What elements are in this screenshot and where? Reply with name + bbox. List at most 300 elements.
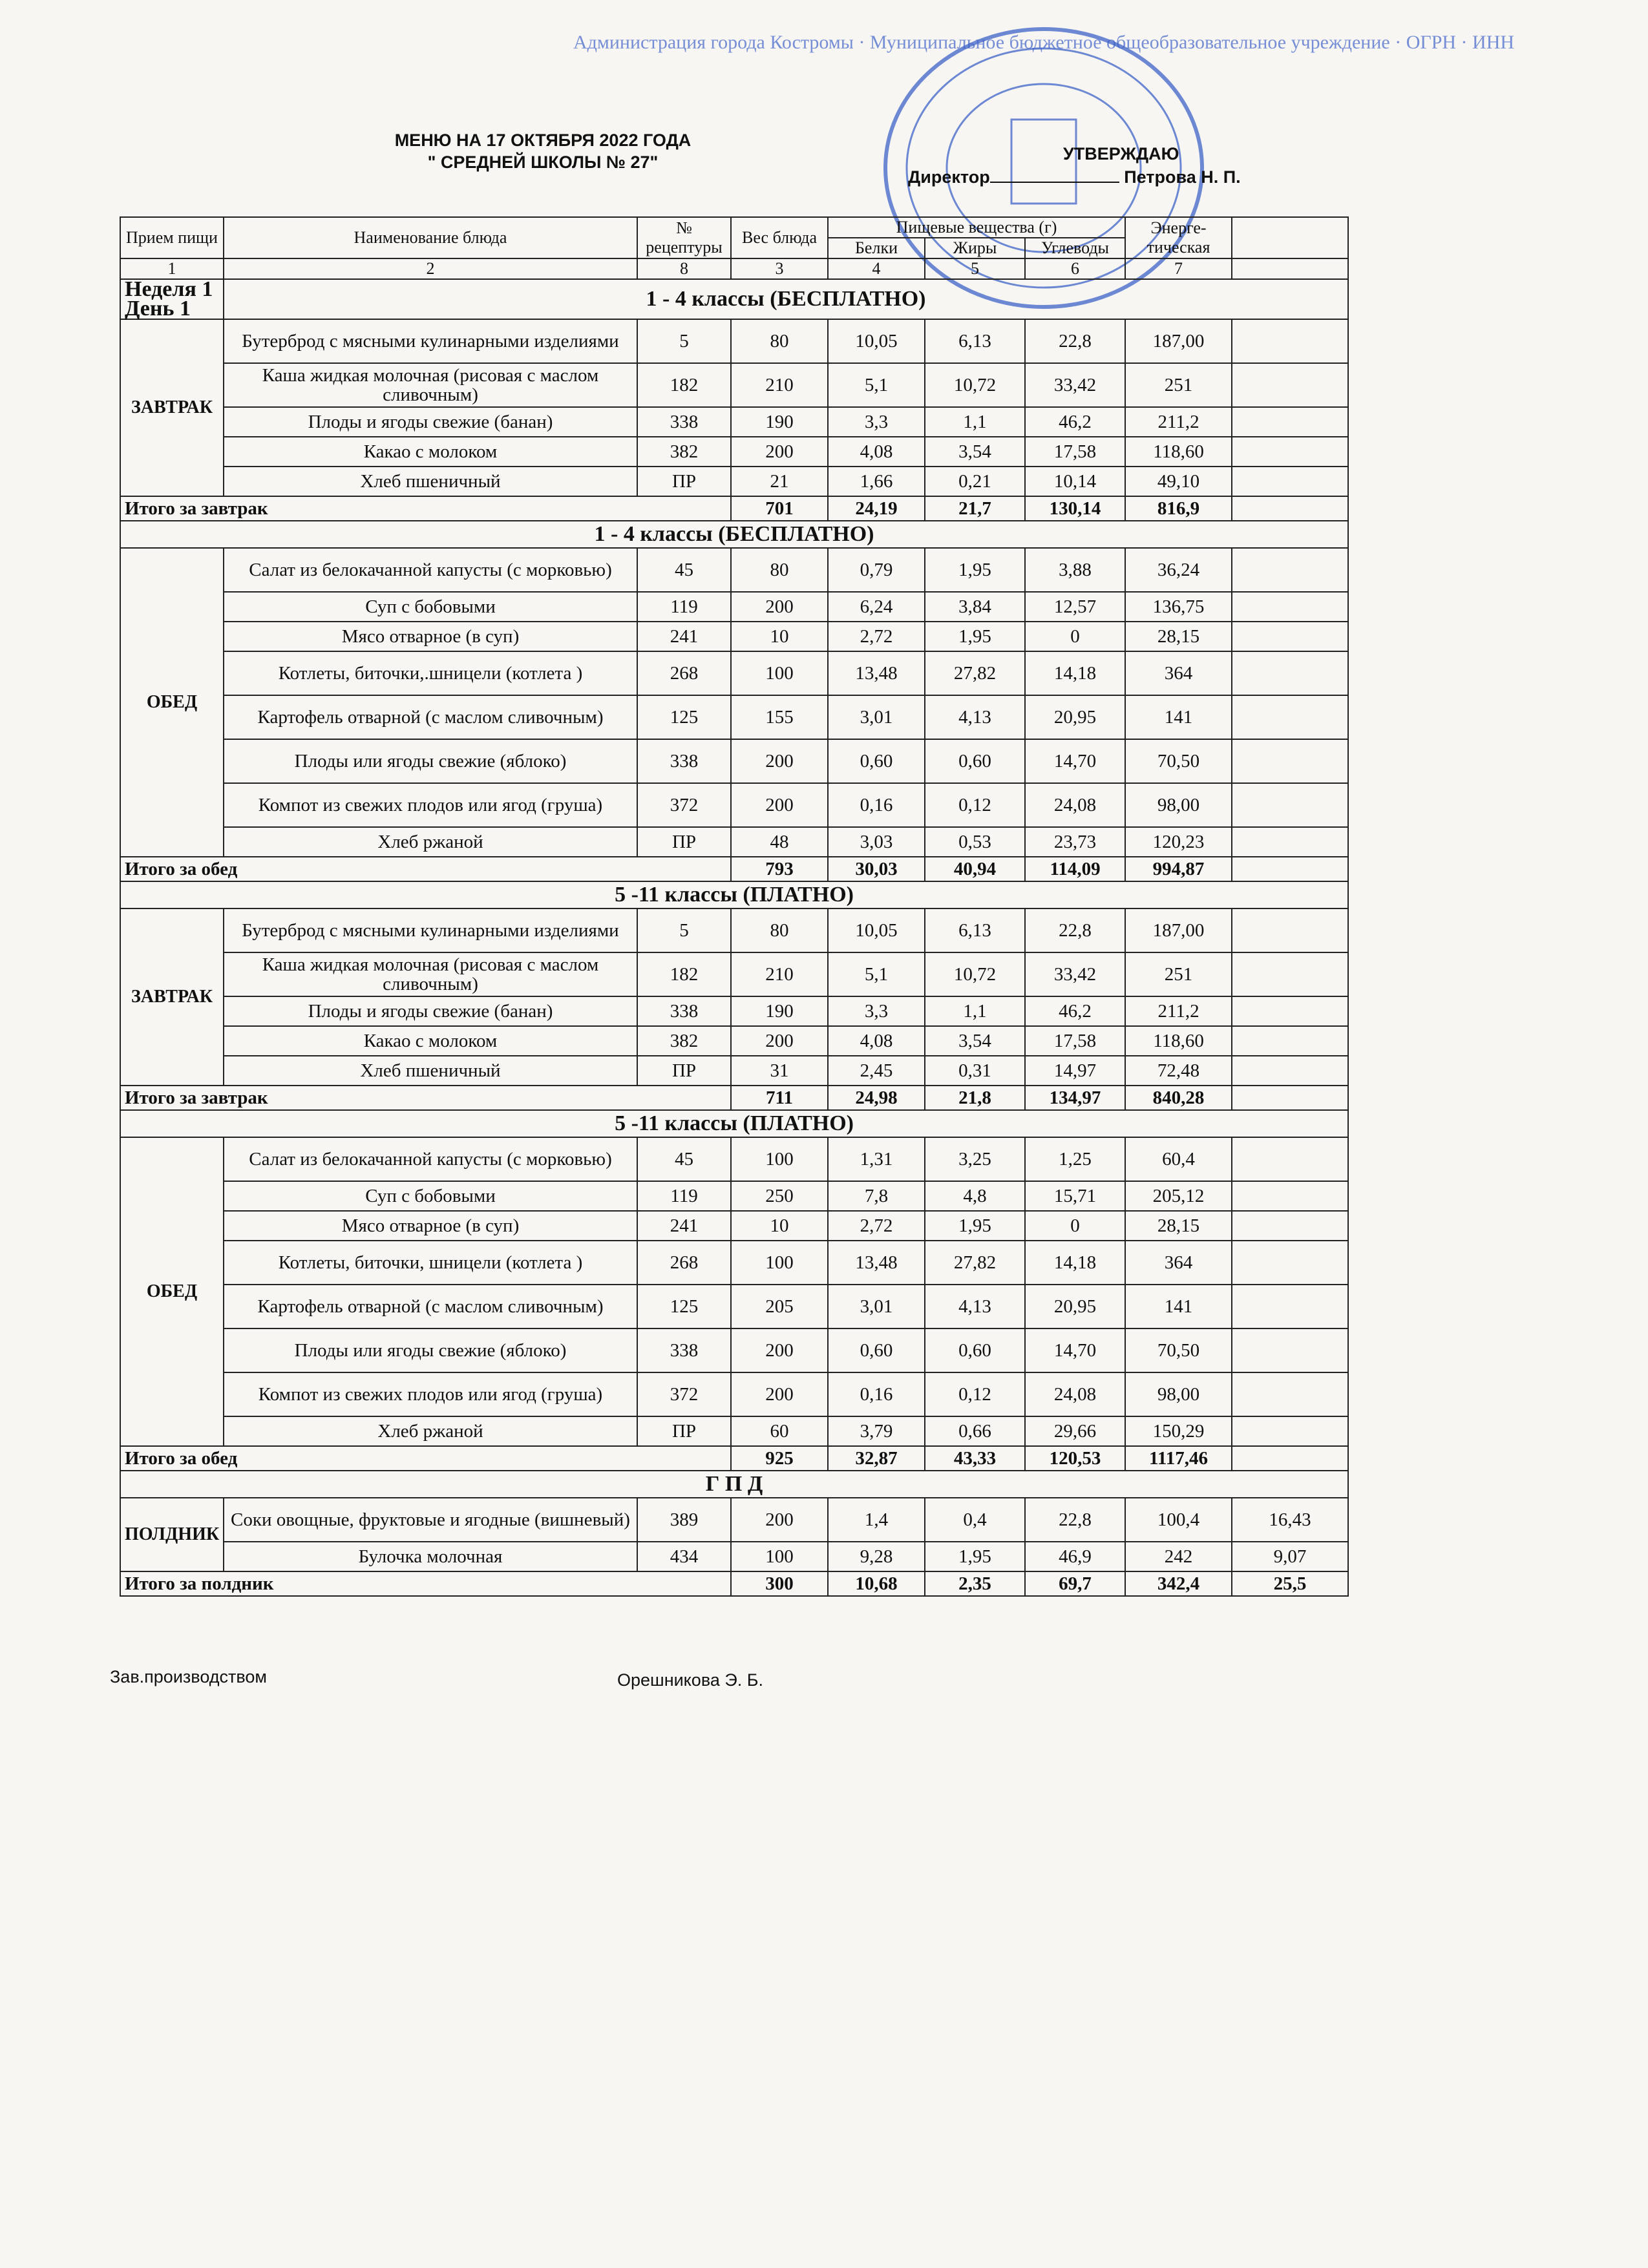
dish-name-cell: Картофель отварной (с маслом сливочным): [224, 1285, 637, 1328]
approve-label: УТВЕРЖДАЮ: [1063, 144, 1179, 163]
dish-name-cell: Котлеты, биточки, шницели (котлета ): [224, 1241, 637, 1285]
total-energy-cell: 994,87: [1125, 857, 1232, 881]
week-day-cell: [120, 279, 224, 319]
proteins-cell: 0,60: [828, 739, 925, 783]
table-row: [120, 1328, 1348, 1372]
title-line-1: МЕНЮ НА 17 ОКТЯБРЯ 2022 ГОДА: [394, 131, 692, 150]
table-row: [120, 908, 1348, 952]
dish-name-cell: Компот из свежих плодов или ягод (груша): [224, 783, 637, 827]
extra-cell: [1232, 1137, 1348, 1181]
stamp-text: Администрация города Костромы · Муниципальное бюджетное общеобразовательное учреждение · ОГРН · ИНН: [573, 32, 1515, 53]
dish-name-cell: Хлеб пшеничный: [224, 1056, 637, 1086]
proteins-cell: 3,03: [828, 827, 925, 857]
table-row: [120, 319, 1348, 363]
week-label: Неделя 1: [125, 277, 213, 301]
weight-cell: 210: [731, 363, 828, 407]
extra-cell: [1232, 651, 1348, 695]
total-row: [120, 1086, 1348, 1110]
table-row: [120, 952, 1348, 996]
proteins-cell: 4,08: [828, 437, 925, 467]
section-header-row: [120, 279, 1348, 319]
proteins-cell: 5,1: [828, 952, 925, 996]
proteins-cell: 2,45: [828, 1056, 925, 1086]
total-weight-cell: 711: [731, 1086, 828, 1110]
dish-name-cell: Салат из белокачанной капусты (с морковью): [224, 548, 637, 592]
footer-position: Зав.производством: [110, 1667, 267, 1686]
header-nutrients: Пищевые вещества (г): [828, 217, 1125, 238]
extra-cell: [1232, 1416, 1348, 1446]
recipe-cell: 338: [637, 996, 731, 1026]
weight-cell: 200: [731, 1372, 828, 1416]
energy-cell: 72,48: [1125, 1056, 1232, 1086]
energy-cell: 118,60: [1125, 1026, 1232, 1056]
meal-cell: ЗАВТРАК: [120, 908, 224, 1086]
header-recipe: № рецептуры: [637, 217, 731, 258]
weight-cell: 190: [731, 407, 828, 437]
header-row: [120, 217, 1348, 238]
header-extra: [1232, 217, 1348, 258]
extra-cell: [1232, 437, 1348, 467]
total-fats-cell: 40,94: [925, 857, 1025, 881]
energy-cell: 242: [1125, 1542, 1232, 1571]
table-row: [120, 1285, 1348, 1328]
extra-cell: [1232, 622, 1348, 651]
table-row: [120, 1372, 1348, 1416]
dish-name-cell: Салат из белокачанной капусты (с морковью): [224, 1137, 637, 1181]
director-line: [908, 165, 1283, 189]
carbs-cell: 22,8: [1025, 1498, 1125, 1542]
energy-cell: 141: [1125, 1285, 1232, 1328]
proteins-cell: 0,60: [828, 1328, 925, 1372]
recipe-cell: 338: [637, 407, 731, 437]
total-proteins-cell: 24,19: [828, 496, 925, 521]
extra-cell: 16,43: [1232, 1498, 1348, 1542]
weight-cell: 190: [731, 996, 828, 1026]
section-title: 1 - 4 классы (БЕСПЛАТНО): [120, 521, 1348, 548]
table-row: [120, 622, 1348, 651]
carbs-cell: 0: [1025, 1211, 1125, 1241]
weight-cell: 155: [731, 695, 828, 739]
weight-cell: 200: [731, 1026, 828, 1056]
proteins-cell: 6,24: [828, 592, 925, 622]
weight-cell: 100: [731, 1241, 828, 1285]
table-row: [120, 1026, 1348, 1056]
total-row: [120, 1571, 1348, 1596]
fats-cell: 3,54: [925, 437, 1025, 467]
proteins-cell: 1,31: [828, 1137, 925, 1181]
total-carbs-cell: 120,53: [1025, 1446, 1125, 1471]
proteins-cell: 13,48: [828, 1241, 925, 1285]
dish-name-cell: Мясо отварное (в суп): [224, 1211, 637, 1241]
column-number: 2: [224, 258, 637, 279]
table-row: [120, 363, 1348, 407]
fats-cell: 0,21: [925, 467, 1025, 496]
recipe-cell: 5: [637, 908, 731, 952]
energy-cell: 187,00: [1125, 908, 1232, 952]
table-row: [120, 1498, 1348, 1542]
weight-cell: 205: [731, 1285, 828, 1328]
dish-name-cell: Какао с молоком: [224, 1026, 637, 1056]
extra-cell: [1232, 1241, 1348, 1285]
recipe-cell: 382: [637, 1026, 731, 1056]
energy-cell: 364: [1125, 1241, 1232, 1285]
table-row: [120, 996, 1348, 1026]
energy-cell: 49,10: [1125, 467, 1232, 496]
weight-cell: 80: [731, 319, 828, 363]
total-fats-cell: 43,33: [925, 1446, 1025, 1471]
extra-cell: [1232, 952, 1348, 996]
fats-cell: 1,95: [925, 548, 1025, 592]
dish-name-cell: Каша жидкая молочная (рисовая с маслом сливочным): [224, 952, 637, 996]
proteins-cell: 0,79: [828, 548, 925, 592]
recipe-cell: 372: [637, 783, 731, 827]
energy-cell: 211,2: [1125, 407, 1232, 437]
fats-cell: 27,82: [925, 651, 1025, 695]
proteins-cell: 2,72: [828, 622, 925, 651]
weight-cell: 200: [731, 783, 828, 827]
total-extra-cell: 25,5: [1232, 1571, 1348, 1596]
recipe-cell: 389: [637, 1498, 731, 1542]
extra-cell: [1232, 1181, 1348, 1211]
total-label: Итого за полдник: [120, 1571, 731, 1596]
energy-cell: 98,00: [1125, 783, 1232, 827]
header-weight: Вес блюда: [731, 217, 828, 258]
table-row: [120, 407, 1348, 437]
carbs-cell: 22,8: [1025, 319, 1125, 363]
weight-cell: 200: [731, 437, 828, 467]
fats-cell: 6,13: [925, 908, 1025, 952]
table-row: [120, 739, 1348, 783]
fats-cell: 0,53: [925, 827, 1025, 857]
energy-cell: 28,15: [1125, 622, 1232, 651]
carbs-cell: 46,2: [1025, 996, 1125, 1026]
total-extra-cell: [1232, 496, 1348, 521]
total-carbs-cell: 130,14: [1025, 496, 1125, 521]
proteins-cell: 3,3: [828, 407, 925, 437]
dish-name-cell: Бутерброд с мясными кулинарными изделиями: [224, 319, 637, 363]
recipe-cell: 241: [637, 1211, 731, 1241]
header-proteins: Белки: [828, 238, 925, 258]
total-extra-cell: [1232, 1446, 1348, 1471]
section-title: 5 -11 классы (ПЛАТНО): [120, 1110, 1348, 1137]
carbs-cell: 29,66: [1025, 1416, 1125, 1446]
footer-name: Орешникова Э. Б.: [617, 1670, 764, 1690]
proteins-cell: 3,79: [828, 1416, 925, 1446]
energy-cell: 98,00: [1125, 1372, 1232, 1416]
carbs-cell: 46,9: [1025, 1542, 1125, 1571]
recipe-cell: ПР: [637, 1416, 731, 1446]
table-row: [120, 1542, 1348, 1571]
recipe-cell: 45: [637, 548, 731, 592]
weight-cell: 100: [731, 1137, 828, 1181]
total-carbs-cell: 69,7: [1025, 1571, 1125, 1596]
table-row: [120, 651, 1348, 695]
column-number: 7: [1125, 258, 1232, 279]
total-energy-cell: 840,28: [1125, 1086, 1232, 1110]
signature-line: [990, 167, 1119, 183]
carbs-cell: 22,8: [1025, 908, 1125, 952]
extra-cell: [1232, 739, 1348, 783]
extra-cell: [1232, 1211, 1348, 1241]
energy-cell: 60,4: [1125, 1137, 1232, 1181]
recipe-cell: ПР: [637, 1056, 731, 1086]
weight-cell: 200: [731, 739, 828, 783]
total-row: [120, 496, 1348, 521]
table-row: [120, 1211, 1348, 1241]
dish-name-cell: Соки овощные, фруктовые и ягодные (вишневый): [224, 1498, 637, 1542]
carbs-cell: 12,57: [1025, 592, 1125, 622]
dish-name-cell: Хлеб ржаной: [224, 1416, 637, 1446]
proteins-cell: 10,05: [828, 319, 925, 363]
column-number: 1: [120, 258, 224, 279]
energy-cell: 205,12: [1125, 1181, 1232, 1211]
energy-cell: 211,2: [1125, 996, 1232, 1026]
document-title: [362, 129, 724, 173]
fats-cell: 6,13: [925, 319, 1025, 363]
table-row: [120, 827, 1348, 857]
recipe-cell: 125: [637, 1285, 731, 1328]
total-row: [120, 1446, 1348, 1471]
total-label: Итого за обед: [120, 857, 731, 881]
energy-cell: 120,23: [1125, 827, 1232, 857]
meal-cell: ЗАВТРАК: [120, 319, 224, 496]
fats-cell: 3,25: [925, 1137, 1025, 1181]
extra-cell: [1232, 548, 1348, 592]
weight-cell: 200: [731, 1328, 828, 1372]
dish-name-cell: Бутерброд с мясными кулинарными изделиями: [224, 908, 637, 952]
meal-cell: ПОЛДНИК: [120, 1498, 224, 1571]
column-number-row: [120, 258, 1348, 279]
fats-cell: 27,82: [925, 1241, 1025, 1285]
energy-cell: 251: [1125, 952, 1232, 996]
carbs-cell: 33,42: [1025, 952, 1125, 996]
proteins-cell: 1,4: [828, 1498, 925, 1542]
proteins-cell: 13,48: [828, 651, 925, 695]
carbs-cell: 14,70: [1025, 1328, 1125, 1372]
table-row: [120, 1181, 1348, 1211]
proteins-cell: 0,16: [828, 783, 925, 827]
fats-cell: 10,72: [925, 952, 1025, 996]
table-row: [120, 548, 1348, 592]
carbs-cell: 14,18: [1025, 651, 1125, 695]
recipe-cell: 434: [637, 1542, 731, 1571]
weight-cell: 250: [731, 1181, 828, 1211]
recipe-cell: 125: [637, 695, 731, 739]
carbs-cell: 17,58: [1025, 1026, 1125, 1056]
energy-cell: 364: [1125, 651, 1232, 695]
column-number-empty: [1232, 258, 1348, 279]
title-line-2: " СРЕДНЕЙ ШКОЛЫ № 27": [427, 152, 659, 172]
carbs-cell: 20,95: [1025, 695, 1125, 739]
fats-cell: 0,60: [925, 1328, 1025, 1372]
weight-cell: 60: [731, 1416, 828, 1446]
carbs-cell: 23,73: [1025, 827, 1125, 857]
carbs-cell: 24,08: [1025, 783, 1125, 827]
table-row: [120, 1416, 1348, 1446]
proteins-cell: 7,8: [828, 1181, 925, 1211]
dish-name-cell: Плоды и ягоды свежие (банан): [224, 996, 637, 1026]
director-label: Директор: [908, 167, 990, 187]
dish-name-cell: Плоды или ягоды свежие (яблоко): [224, 1328, 637, 1372]
dish-name-cell: Хлеб пшеничный: [224, 467, 637, 496]
weight-cell: 100: [731, 1542, 828, 1571]
fats-cell: 0,12: [925, 783, 1025, 827]
dish-name-cell: Булочка молочная: [224, 1542, 637, 1571]
header-energy: Энерге-тическая: [1125, 217, 1232, 258]
approval-block: [908, 142, 1283, 189]
recipe-cell: 268: [637, 1241, 731, 1285]
carbs-cell: 33,42: [1025, 363, 1125, 407]
weight-cell: 200: [731, 592, 828, 622]
table-row: [120, 1137, 1348, 1181]
weight-cell: 48: [731, 827, 828, 857]
total-label: Итого за завтрак: [120, 1086, 731, 1110]
director-name: Петрова Н. П.: [1124, 167, 1241, 187]
extra-cell: [1232, 1285, 1348, 1328]
total-fats-cell: 21,7: [925, 496, 1025, 521]
table-row: [120, 695, 1348, 739]
fats-cell: 0,60: [925, 739, 1025, 783]
fats-cell: 0,12: [925, 1372, 1025, 1416]
energy-cell: 70,50: [1125, 739, 1232, 783]
total-weight-cell: 300: [731, 1571, 828, 1596]
energy-cell: 100,4: [1125, 1498, 1232, 1542]
total-proteins-cell: 32,87: [828, 1446, 925, 1471]
proteins-cell: 2,72: [828, 1211, 925, 1241]
meal-cell: ОБЕД: [120, 1137, 224, 1446]
recipe-cell: 5: [637, 319, 731, 363]
carbs-cell: 14,18: [1025, 1241, 1125, 1285]
extra-cell: [1232, 1056, 1348, 1086]
total-proteins-cell: 24,98: [828, 1086, 925, 1110]
section-header-row: [120, 1110, 1348, 1137]
fats-cell: 3,84: [925, 592, 1025, 622]
proteins-cell: 9,28: [828, 1542, 925, 1571]
header-carbs: Углеводы: [1025, 238, 1125, 258]
total-proteins-cell: 30,03: [828, 857, 925, 881]
dish-name-cell: Компот из свежих плодов или ягод (груша): [224, 1372, 637, 1416]
fats-cell: 1,95: [925, 622, 1025, 651]
dish-name-cell: Плоды или ягоды свежие (яблоко): [224, 739, 637, 783]
meal-cell: ОБЕД: [120, 548, 224, 857]
total-row: [120, 857, 1348, 881]
weight-cell: 100: [731, 651, 828, 695]
energy-cell: 141: [1125, 695, 1232, 739]
dish-name-cell: Картофель отварной (с маслом сливочным): [224, 695, 637, 739]
total-fats-cell: 21,8: [925, 1086, 1025, 1110]
weight-cell: 210: [731, 952, 828, 996]
proteins-cell: 3,3: [828, 996, 925, 1026]
fats-cell: 0,31: [925, 1056, 1025, 1086]
proteins-cell: 3,01: [828, 1285, 925, 1328]
table-row: [120, 783, 1348, 827]
energy-cell: 187,00: [1125, 319, 1232, 363]
total-carbs-cell: 134,97: [1025, 1086, 1125, 1110]
total-extra-cell: [1232, 857, 1348, 881]
recipe-cell: 268: [637, 651, 731, 695]
column-number: 8: [637, 258, 731, 279]
header-meal: Прием пищи: [120, 217, 224, 258]
section-title: 1 - 4 классы (БЕСПЛАТНО): [224, 279, 1348, 319]
total-energy-cell: 342,4: [1125, 1571, 1232, 1596]
recipe-cell: 45: [637, 1137, 731, 1181]
total-weight-cell: 793: [731, 857, 828, 881]
extra-cell: [1232, 783, 1348, 827]
fats-cell: 0,4: [925, 1498, 1025, 1542]
extra-cell: [1232, 363, 1348, 407]
fats-cell: 0,66: [925, 1416, 1025, 1446]
extra-cell: [1232, 908, 1348, 952]
weight-cell: 10: [731, 622, 828, 651]
recipe-cell: 119: [637, 592, 731, 622]
header-fats: Жиры: [925, 238, 1025, 258]
weight-cell: 200: [731, 1498, 828, 1542]
column-number: 3: [731, 258, 828, 279]
weight-cell: 80: [731, 548, 828, 592]
table-row: [120, 437, 1348, 467]
table-row: [120, 1056, 1348, 1086]
extra-cell: [1232, 1328, 1348, 1372]
section-header-row: [120, 881, 1348, 908]
recipe-cell: 241: [637, 622, 731, 651]
carbs-cell: 24,08: [1025, 1372, 1125, 1416]
column-number: 5: [925, 258, 1025, 279]
recipe-cell: 338: [637, 1328, 731, 1372]
recipe-cell: 372: [637, 1372, 731, 1416]
recipe-cell: ПР: [637, 827, 731, 857]
recipe-cell: 119: [637, 1181, 731, 1211]
carbs-cell: 3,88: [1025, 548, 1125, 592]
carbs-cell: 14,97: [1025, 1056, 1125, 1086]
dish-name-cell: Какао с молоком: [224, 437, 637, 467]
fats-cell: 1,1: [925, 996, 1025, 1026]
energy-cell: 150,29: [1125, 1416, 1232, 1446]
fats-cell: 1,1: [925, 407, 1025, 437]
proteins-cell: 0,16: [828, 1372, 925, 1416]
fats-cell: 4,13: [925, 695, 1025, 739]
total-extra-cell: [1232, 1086, 1348, 1110]
section-title: Г П Д: [120, 1471, 1348, 1498]
fats-cell: 3,54: [925, 1026, 1025, 1056]
section-title: 5 -11 классы (ПЛАТНО): [120, 881, 1348, 908]
dish-name-cell: Каша жидкая молочная (рисовая с маслом сливочным): [224, 363, 637, 407]
carbs-cell: 1,25: [1025, 1137, 1125, 1181]
carbs-cell: 20,95: [1025, 1285, 1125, 1328]
section-header-row: [120, 1471, 1348, 1498]
total-weight-cell: 701: [731, 496, 828, 521]
energy-cell: 118,60: [1125, 437, 1232, 467]
total-energy-cell: 1117,46: [1125, 1446, 1232, 1471]
weight-cell: 10: [731, 1211, 828, 1241]
energy-cell: 28,15: [1125, 1211, 1232, 1241]
total-label: Итого за завтрак: [120, 496, 731, 521]
energy-cell: 70,50: [1125, 1328, 1232, 1372]
carbs-cell: 15,71: [1025, 1181, 1125, 1211]
total-fats-cell: 2,35: [925, 1571, 1025, 1596]
extra-cell: [1232, 467, 1348, 496]
proteins-cell: 1,66: [828, 467, 925, 496]
recipe-cell: 182: [637, 363, 731, 407]
extra-cell: [1232, 695, 1348, 739]
extra-cell: [1232, 1372, 1348, 1416]
extra-cell: [1232, 827, 1348, 857]
proteins-cell: 4,08: [828, 1026, 925, 1056]
table-row: [120, 592, 1348, 622]
extra-cell: [1232, 592, 1348, 622]
dish-name-cell: Мясо отварное (в суп): [224, 622, 637, 651]
extra-cell: [1232, 996, 1348, 1026]
recipe-cell: 182: [637, 952, 731, 996]
